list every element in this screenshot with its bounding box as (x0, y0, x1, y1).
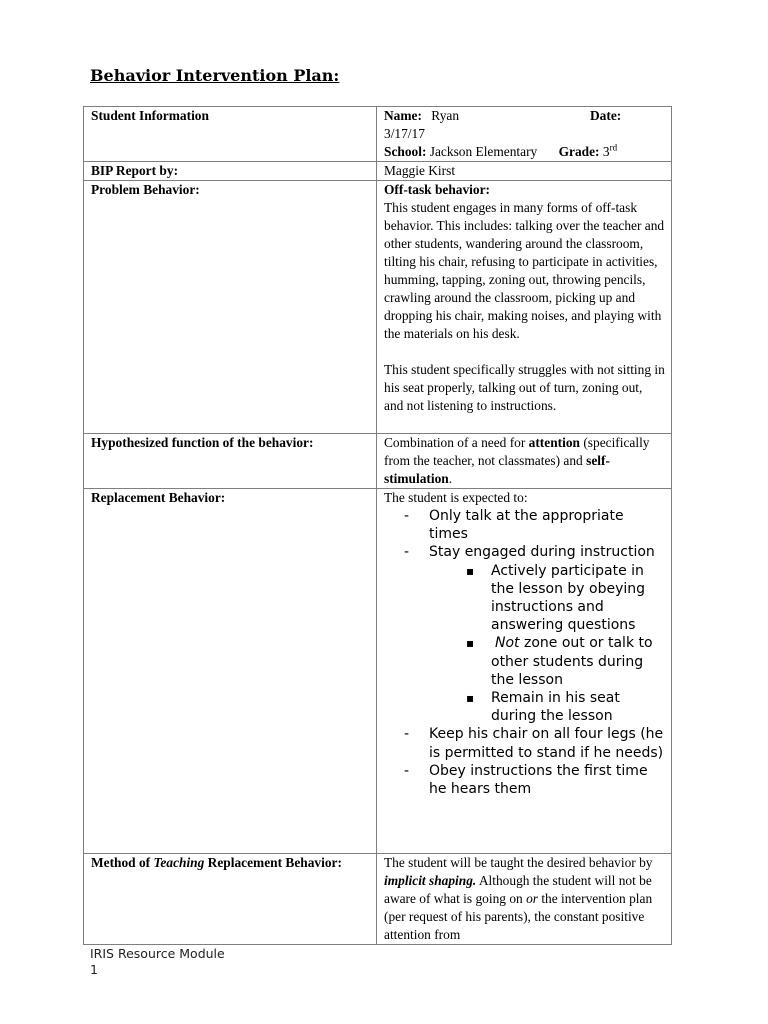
table-row-function (84, 434, 672, 489)
function-text-a: Combination of a need for (384, 435, 529, 450)
function-text-b: (specifically from the teacher, not classmates) and (384, 435, 650, 468)
replacement-list (384, 507, 665, 798)
grade-suffix: rd (609, 142, 618, 153)
function-label: Hypothesized function of the behavior: (84, 434, 377, 489)
school-value: Jackson Elementary (429, 144, 538, 159)
sub-list-item: ▪ Remain in his seat during the lesson (466, 689, 665, 725)
method-label-a: Method of (91, 855, 154, 870)
date-label: Date: (590, 108, 622, 123)
replacement-cell (377, 489, 672, 854)
page-footer (90, 946, 225, 978)
table-row-student-info (84, 107, 672, 162)
school-label: School: (384, 144, 427, 159)
problem-behavior-heading: Off-task behavior: (384, 182, 491, 197)
date-value: 3/17/17 (384, 126, 425, 141)
replacement-intro: The student is expected to: (384, 490, 528, 505)
list-item: - Only talk at the appropriate times (404, 507, 665, 543)
sub-list-item (466, 634, 665, 689)
student-info-cell (377, 107, 672, 162)
page-number: 1 (90, 962, 98, 977)
method-cell (377, 854, 672, 945)
document-title: Behavior Intervention Plan: (90, 66, 340, 85)
table-row-report-by (84, 162, 672, 181)
name-value: Ryan (431, 108, 460, 123)
problem-behavior-paragraph-1: This student engages in many forms of off-task behavior. This includes: talking over the teacher and other students, wandering around the classroom, tilting his chair, refusing to participate in activities, humming, tapping, zoning out, throwing pencils, crawling around the classroom, picking up and dropping his chair, making noises, and playing with the materials on his desk. (384, 200, 665, 341)
function-bold-self-stimulation: self-stimulation (384, 453, 610, 486)
sub-list-item: ▪ Actively participate in the lesson by obeying instructions and answering questions (466, 562, 665, 635)
method-label-italic: Teaching (153, 855, 205, 870)
bip-table (83, 106, 672, 945)
list-item: - Keep his chair on all four legs (he is permitted to stand if he needs) (404, 725, 665, 761)
student-info-label: Student Information (84, 107, 377, 162)
problem-behavior-cell (377, 181, 672, 434)
sub-list-italic-not: Not (495, 635, 520, 652)
problem-behavior-label: Problem Behavior: (84, 181, 377, 434)
function-cell (377, 434, 672, 489)
function-text-c: . (448, 471, 453, 486)
list-item (404, 543, 665, 725)
grade-value: 3 (602, 144, 610, 159)
grade-label: Grade: (558, 144, 600, 159)
report-by-label: BIP Report by: (84, 162, 377, 181)
method-label-b: Replacement Behavior: (204, 855, 342, 870)
list-item: - Obey instructions the first time he hears them (404, 762, 665, 798)
method-text-a: The student will be taught the desired behavior by (384, 855, 653, 870)
table-row-method (84, 854, 672, 945)
method-label (84, 854, 377, 945)
table-row-problem-behavior (84, 181, 672, 434)
method-text-c: the intervention plan (per request of his parents), the constant positive attention from (384, 891, 653, 942)
table-row-replacement (84, 489, 672, 854)
replacement-label: Replacement Behavior: (84, 489, 377, 854)
sub-list-item-text: zone out or talk to other students during the lesson (491, 635, 653, 688)
method-text-b: Although the student will not be aware of what is going on (384, 873, 652, 906)
list-item-text: Stay engaged during instruction (429, 544, 655, 561)
function-bold-attention: attention (528, 435, 580, 450)
method-italic-or: or (526, 891, 538, 906)
replacement-sublist (429, 562, 665, 726)
problem-behavior-paragraph-2: This student specifically struggles with not sitting in his seat properly, talking out of turn, zoning out, and not listening to instructions. (384, 362, 665, 413)
footer-module: IRIS Resource Module (90, 946, 225, 961)
method-bold-italic: implicit shaping. (384, 873, 477, 888)
name-label: Name: (384, 108, 422, 123)
report-by-value: Maggie Kirst (377, 162, 672, 181)
